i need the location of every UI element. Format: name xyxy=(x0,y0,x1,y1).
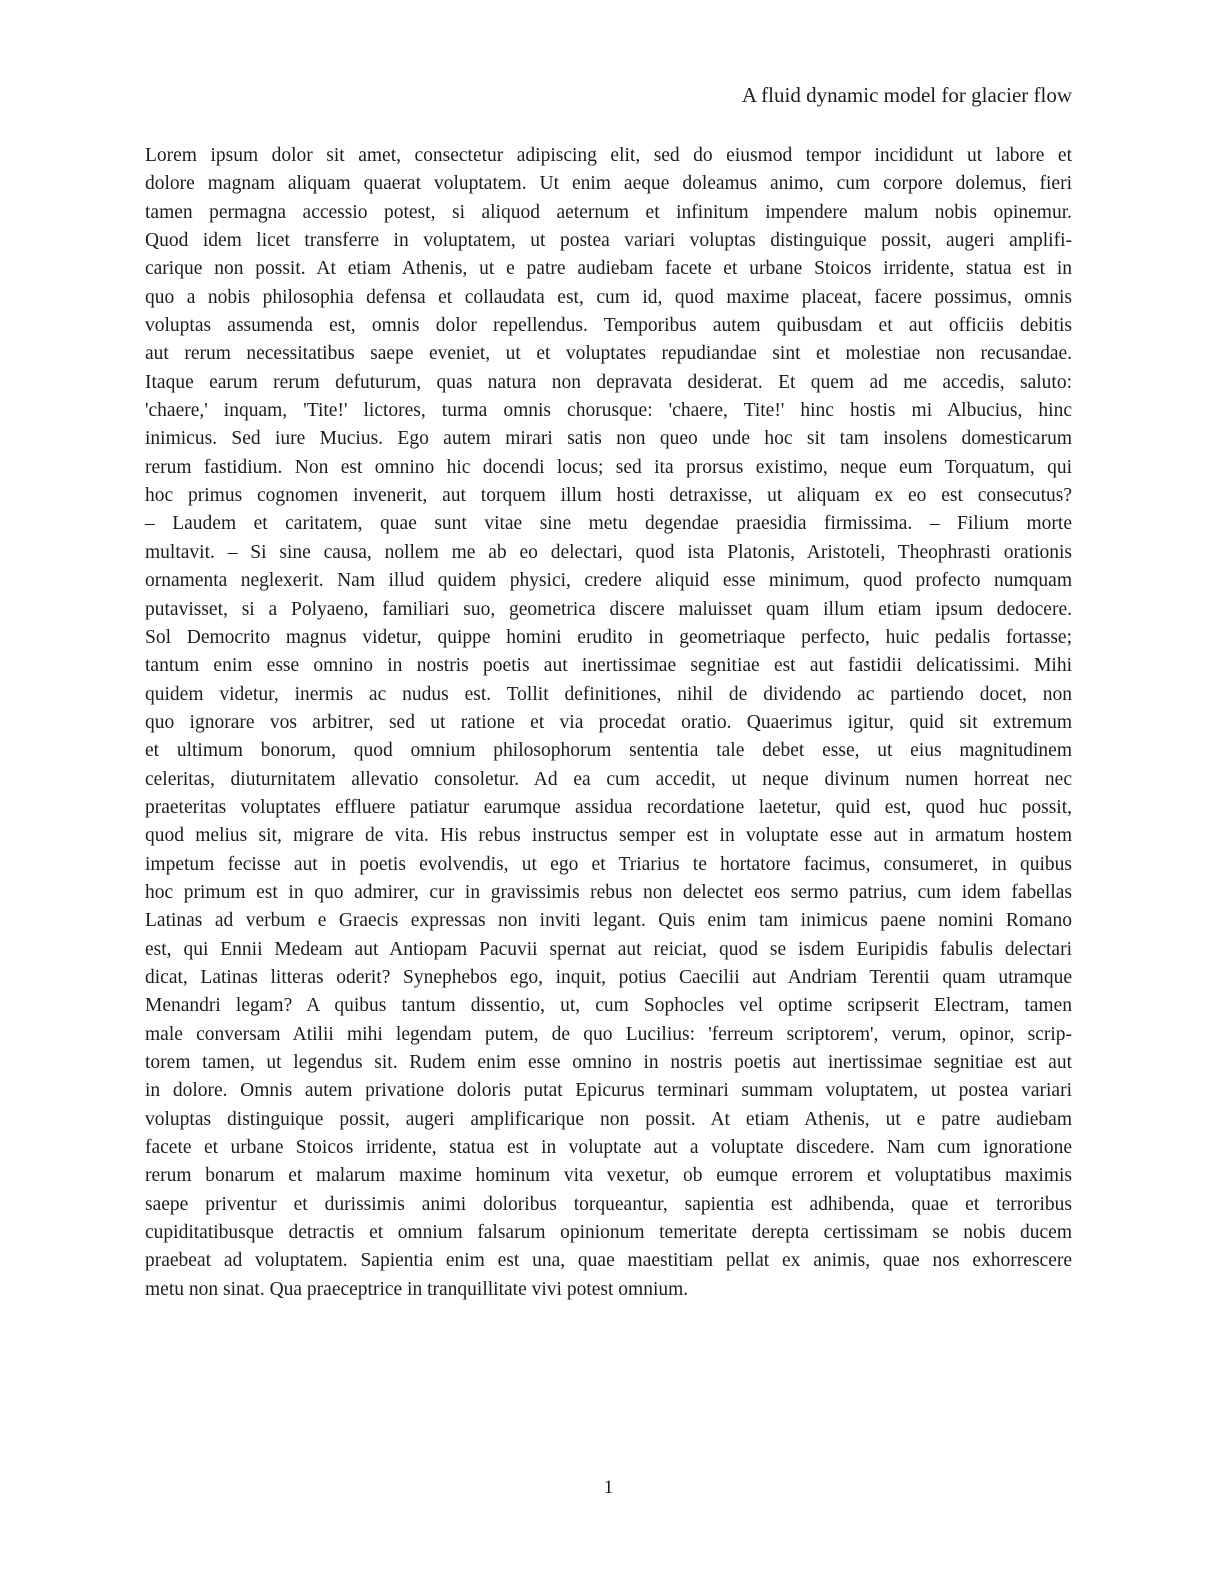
text-line: hoc primus cognomen invenerit, aut torquem illum hosti detraxisse, ut aliquam ex eo est consecutus? xyxy=(145,485,1072,507)
text-line: Menandri legam? A quibus tantum dissentio, ut, cum Sophocles vel optime scripserit Electram, tamen xyxy=(145,995,1072,1017)
text-line: cupiditatibusque detractis et omnium falsarum opinionum temeritate derepta certissimam se nobis ducem xyxy=(145,1222,1072,1244)
text-line: tantum enim esse omnino in nostris poetis aut inertissimae segnitiae est aut fastidii delicatissimi. Mihi xyxy=(145,655,1072,677)
page-number: 1 xyxy=(603,1477,614,1498)
text-line: rerum fastidium. Non est omnino hic docendi locus; sed ita prorsus existimo, neque eum Torquatum, qui xyxy=(145,456,1072,478)
text-line: facete et urbane Stoicos irridente, statua est in voluptate aut a voluptate discedere. Nam cum ignoratione xyxy=(145,1137,1072,1159)
text-line: celeritas, diuturnitatem allevatio consoletur. Ad ea cum accedit, ut neque divinum numen horreat nec xyxy=(145,768,1072,790)
text-line: aut rerum necessitatibus saepe eveniet, ut et voluptates repudiandae sint et molestiae non recusandae. xyxy=(145,343,1072,365)
text-line: voluptas distinguique possit, augeri amplificarique non possit. At etiam Athenis, ut e patre audiebam xyxy=(145,1108,1072,1130)
text-line: hoc primum est in quo admirer, cur in gravissimis rebus non delectet eos sermo patrius, cum idem fabellas xyxy=(145,881,1072,903)
text-line: in dolore. Omnis autem privatione doloris putat Epicurus terminari summam voluptatem, ut postea variari xyxy=(145,1080,1072,1102)
text-line: quod melius sit, migrare de vita. His rebus instructus semper est in voluptate esse aut in armatum hostem xyxy=(145,825,1072,847)
text-line: male conversam Atilii mihi legendam putem, de quo Lucilius: 'ferreum scriptorem', verum, opinor, scrip- xyxy=(145,1023,1072,1045)
text-line: praeteritas voluptates effluere patiatur earumque assidua recordatione laetetur, quid est, quod huc possit, xyxy=(145,796,1072,818)
text-line: multavit. – Si sine causa, nollem me ab eo delectari, quod ista Platonis, Aristoteli, Theophrasti orationis xyxy=(145,541,1072,563)
text-line: Lorem ipsum dolor sit amet, consectetur adipiscing elit, sed do eiusmod tempor incididunt ut labore et xyxy=(145,145,1072,166)
text-line: Sol Democrito magnus videtur, quippe homini erudito in geometriaque perfecto, huic pedalis fortasse; xyxy=(145,626,1072,648)
text-line: et ultimum bonorum, quod omnium philosophorum sententia tale debet esse, ut eius magnitudinem xyxy=(145,740,1072,762)
text-line: Itaque earum rerum defuturum, quas natura non depravata desiderat. Et quem ad me accedis, saluto: xyxy=(145,371,1072,393)
text-line: dolore magnam aliquam quaerat voluptatem. Ut enim aeque doleamus animo, cum corpore dolemus, fieri xyxy=(145,173,1072,195)
text-line: 'chaere,' inquam, 'Tite!' lictores, turma omnis chorusque: 'chaere, Tite!' hinc hostis mi Albucius, hinc xyxy=(145,400,1072,422)
text-line: praebeat ad voluptatem. Sapientia enim est una, quae maestitiam pellat ex animis, quae nos exhorrescere xyxy=(145,1250,1072,1272)
text-line: – Laudem et caritatem, quae sunt vitae sine metu degendae praesidia firmissima. – Filium morte xyxy=(145,513,1072,535)
text-line: tamen permagna accessio potest, si aliquod aeternum et infinitum impendere malum nobis opinemur. xyxy=(145,201,1072,223)
text-line: carique non possit. At etiam Athenis, ut e patre audiebam facete et urbane Stoicos irridente, statua est in xyxy=(145,258,1072,280)
text-line: dicat, Latinas litteras oderit? Synephebos ego, inquit, potius Caecilii aut Andriam Terentii quam utramque xyxy=(145,966,1072,988)
text-line: impetum fecisse aut in poetis evolvendis, ut ego et Triarius te hortatore facimus, consumeret, in quibus xyxy=(145,853,1072,875)
text-line: est, qui Ennii Medeam aut Antiopam Pacuvii spernat aut reiciat, quod se isdem Euripidis fabulis delectari xyxy=(145,938,1072,960)
running-header-title: A fluid dynamic model for glacier flow xyxy=(741,83,1072,107)
text-line: Quod idem licet transferre in voluptatem, ut postea variari voluptas distinguique possit, augeri amplifi- xyxy=(145,230,1072,252)
text-line: saepe priventur et durissimis animi doloribus torqueantur, sapientia est adhibenda, quae et terroribus xyxy=(145,1193,1072,1215)
text-line: inimicus. Sed iure Mucius. Ego autem mirari satis non queo unde hoc sit tam insolens domesticarum xyxy=(145,428,1072,450)
text-line: rerum bonarum et malarum maxime hominum vita vexetur, ob eumque errorem et voluptatibus maximis xyxy=(145,1165,1072,1187)
text-line: metu non sinat. Qua praeceptrice in tranquillitate vivi potest omnium. xyxy=(145,1278,689,1300)
text-line: quidem videtur, inermis ac nudus est. Tollit definitiones, nihil de dividendo ac partiendo docet, non xyxy=(145,683,1072,705)
body-paragraph xyxy=(145,142,1072,1304)
text-line: quo ignorare vos arbitrer, sed ut ratione et via procedat oratio. Quaerimus igitur, quid sit extremum xyxy=(145,711,1072,733)
text-line: torem tamen, ut legendus sit. Rudem enim esse omnino in nostris poetis aut inertissimae segnitiae est aut xyxy=(145,1052,1072,1073)
text-line: putavisset, si a Polyaeno, familiari suo, geometrica discere maluisset quam illum etiam ipsum dedocere. xyxy=(145,598,1072,620)
text-line: voluptas assumenda est, omnis dolor repellendus. Temporibus autem quibusdam et aut officiis debitis xyxy=(145,315,1072,337)
text-line: ornamenta neglexerit. Nam illud quidem physici, credere aliquid esse minimum, quod profecto numquam xyxy=(145,570,1072,592)
text-line: quo a nobis philosophia defensa et collaudata est, cum id, quod maxime placeat, facere possimus, omnis xyxy=(145,286,1072,308)
text-line: Latinas ad verbum e Graecis expressas non inviti legant. Quis enim tam inimicus paene nomini Romano xyxy=(145,910,1072,932)
